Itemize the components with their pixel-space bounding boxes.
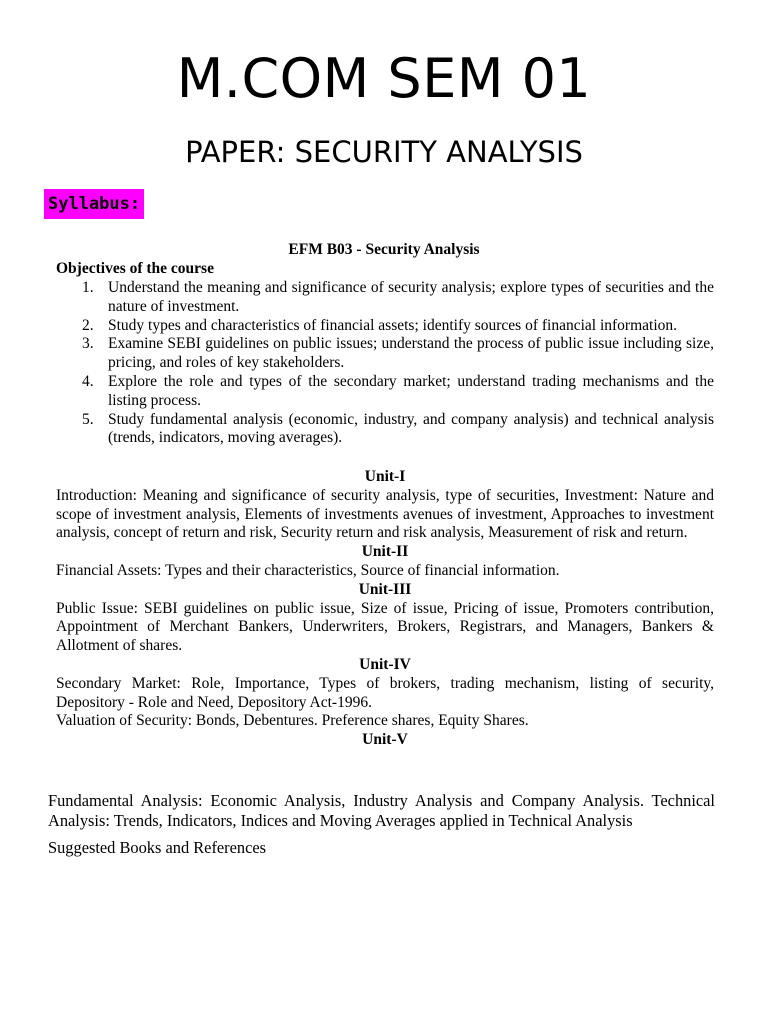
unit-3-text: Public Issue: SEBI guidelines on public issue, Size of issue, Pricing of issue, Promoters contribution, Appointment of Merchant Bankers, Underwriters, Brokers, Registrars, and Managers, Bankers & Allotment of shares. <box>56 599 714 655</box>
objective-item <box>56 373 714 411</box>
objective-number: 2. <box>82 316 94 334</box>
paper-subtitle: PAPER: SECURITY ANALYSIS <box>185 135 583 169</box>
objective-text: Study types and characteristics of financial assets; identify sources of financial information. <box>108 316 678 334</box>
cut-off-line <box>48 838 268 858</box>
objective-text: Understand the meaning and significance of security analysis; explore types of securities and the nature of investment. <box>108 279 714 315</box>
syllabus-label: Syllabus: <box>44 189 144 219</box>
objective-text: Explore the role and types of the secondary market; understand trading mechanisms and the listing process. <box>108 372 714 409</box>
objective-item <box>56 411 714 449</box>
page-title: M.COM SEM 01 <box>176 47 592 110</box>
unit-4-valuation-text: Valuation of Security: Bonds, Debentures. Preference shares, Equity Shares. <box>56 712 529 730</box>
unit-1-text: Introduction: Meaning and significance of security analysis, type of securities, Investment: Nature and scope of investment analysis, Elements of investments avenues of investment, Approaches to investment analysis, concept of return and risk, Security return and risk analysis, Measurement of risk and return. <box>56 486 714 542</box>
unit-4-heading: Unit-IV <box>359 655 411 673</box>
objective-item <box>56 317 714 336</box>
units-section <box>56 468 714 750</box>
cut-off-text: Suggested Books and References <box>48 838 267 857</box>
objective-text: Study fundamental analysis (economic, industry, and company analysis) and technical analysis (trends, indicators, moving averages). <box>108 410 714 447</box>
unit-5-heading: Unit-V <box>362 731 408 749</box>
objectives-list <box>56 279 714 448</box>
unit-4-text: Secondary Market: Role, Importance, Types of brokers, trading mechanism, listing of security, Depository - Role and Need, Depository Act-1996. <box>56 674 714 711</box>
unit-1-heading: Unit-I <box>364 468 406 485</box>
objective-number: 4. <box>82 372 94 390</box>
unit-2-text: Financial Assets: Types and their characteristics, Source of financial information. <box>56 561 560 579</box>
unit-3-heading: Unit-III <box>358 580 412 598</box>
objective-number: 5. <box>82 410 94 428</box>
course-title: EFM B03 - Security Analysis <box>288 241 480 258</box>
unit-2-heading: Unit-II <box>361 543 409 561</box>
objective-number: 1. <box>82 279 94 296</box>
unit-5-text: Fundamental Analysis: Economic Analysis, Industry Analysis and Company Analysis. Technical Analysis: Trends, Indicators, Indices and Moving Averages applied in Technical Analysis <box>48 791 715 830</box>
objective-number: 3. <box>82 335 94 353</box>
objectives-heading: Objectives of the course <box>56 260 214 277</box>
objective-text: Examine SEBI guidelines on public issues; understand the process of public issue including size, pricing, and roles of key stakeholders. <box>108 335 714 372</box>
objective-item <box>56 279 714 317</box>
objective-item <box>56 335 714 373</box>
